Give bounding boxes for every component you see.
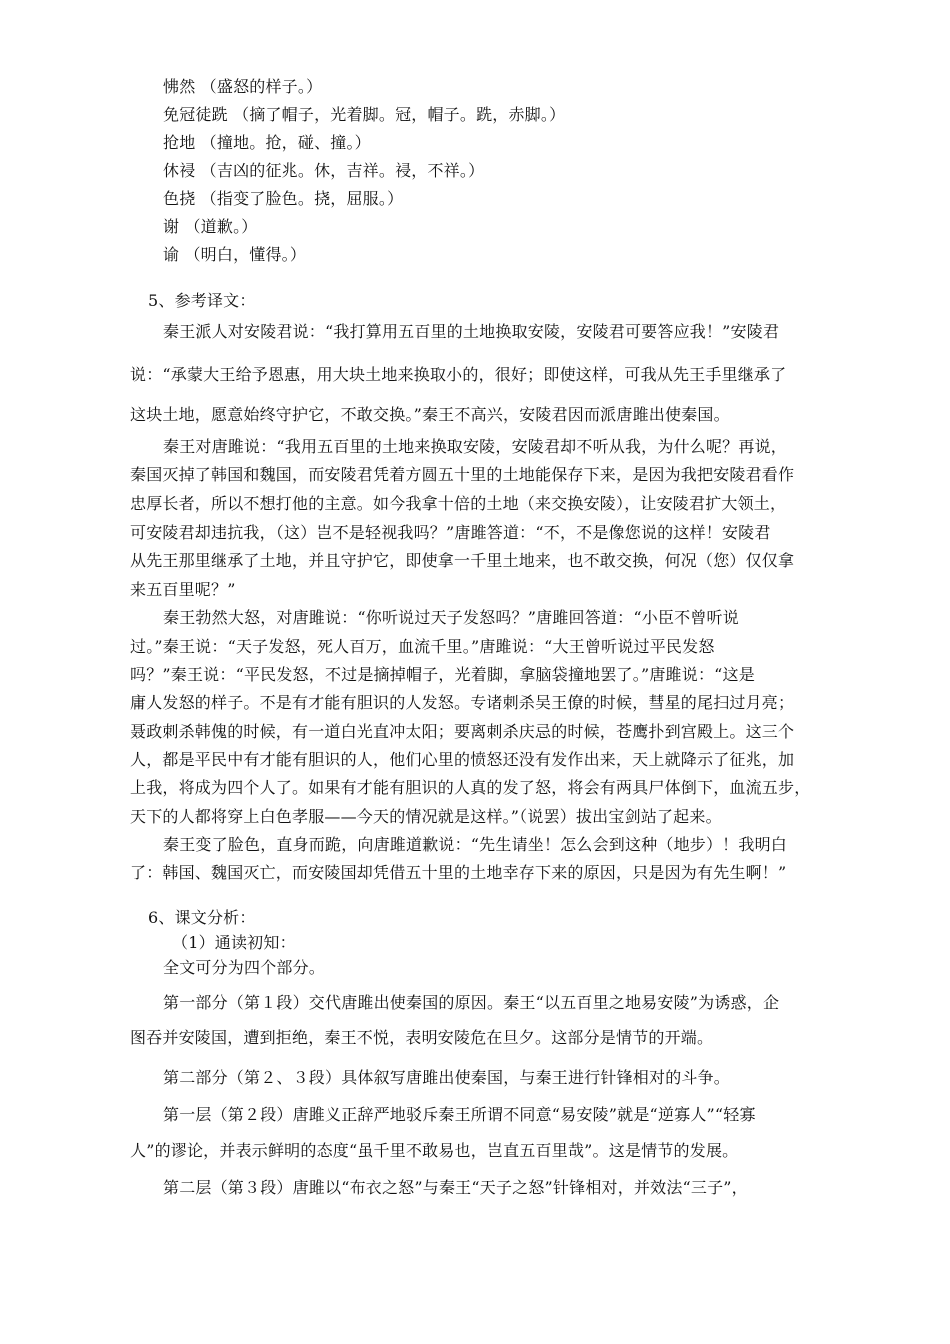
- paragraph-line: 秦王变了脸色，直身而跪，向唐雎道歉说：“先生请坐！怎么会到这种（地步）！我明白: [163, 835, 787, 854]
- section-heading: 6、课文分析：: [148, 908, 256, 927]
- paragraph-line: 从先王那里继承了土地，并且守护它，即使拿一千里土地来，也不敢交换，何况（您）仅仅拿: [130, 551, 795, 570]
- section-heading: 5、参考译文：: [148, 291, 256, 310]
- paragraph-line: 秦王勃然大怒，对唐雎说：“你听说过天子发怒吗？”唐雎回答道：“小臣不曾听说: [163, 608, 739, 627]
- paragraph-line: 第二部分（第２、３段）具体叙写唐雎出使秦国，与秦王进行针锋相对的斗争。: [163, 1068, 731, 1087]
- paragraph-line: 庸人发怒的样子。不是有才能有胆识的人发怒。专诸刺杀吴王僚的时候，彗星的尾扫过月亮；: [130, 693, 795, 712]
- gloss-entry: 免冠徒跣 （摘了帽子，光着脚。冠，帽子。跣，赤脚。）: [163, 105, 566, 124]
- gloss-entry: 休祲 （吉凶的征兆。休，吉祥。祲，不祥。）: [163, 161, 485, 180]
- paragraph-line: 人，都是平民中有才能有胆识的人，他们心里的愤怒还没有发作出来，天上就降示了征兆，加: [130, 750, 795, 769]
- paragraph-line: 过。”秦王说：“天子发怒，死人百万，血流千里。”唐雎说：“大王曾听说过平民发怒: [130, 637, 715, 656]
- paragraph-line: 来五百里呢？”: [130, 580, 236, 599]
- paragraph-line: 上我，将成为四个人了。如果有才能有胆识的人真的发了怒，将会有两具尸体倒下，血流五步，: [130, 778, 811, 797]
- paragraph-line: 吗？”秦王说：“平民发怒，不过是摘掉帽子，光着脚，拿脑袋撞地罢了。”唐雎说：“这是: [130, 665, 755, 684]
- paragraph-line: 秦王对唐雎说：“我用五百里的土地来换取安陵，安陵君却不听从我，为什么呢？再说，: [163, 437, 787, 456]
- gloss-entry: 怫然 （盛怒的样子。）: [163, 77, 323, 96]
- paragraph-line: 第二层（第３段）唐雎以“布衣之怒”与秦王“天子之怒”针锋相对，并效法“三子”，: [163, 1178, 748, 1197]
- paragraph-line: 秦国灭掉了韩国和魏国，而安陵君凭着方圆五十里的土地能保存下来，是因为我把安陵君看作: [130, 465, 795, 484]
- paragraph-line: 聂政刺杀韩傀的时候，有一道白光直冲太阳；要离刺杀庆忌的时候，苍鹰扑到宫殿上。这三个: [130, 722, 795, 741]
- gloss-entry: 色挠 （指变了脸色。挠，屈服。）: [163, 189, 404, 208]
- paragraph-line: 天下的人都将穿上白色孝服——今天的情况就是这样。”（说罢）拔出宝剑站了起来。: [130, 807, 722, 826]
- paragraph-line: 第一层（第２段）唐雎义正辞严地驳斥秦王所谓不同意“易安陵”就是“逆寡人”“轻寡: [163, 1105, 756, 1124]
- paragraph-line: 忠厚长者，所以不想打他的主意。如今我拿十倍的土地（来交换安陵），让安陵君扩大领土，: [130, 494, 787, 513]
- gloss-entry: 谕 （明白，懂得。）: [163, 245, 307, 264]
- paragraph-line: 了：韩国、魏国灭亡，而安陵国却凭借五十里的土地幸存下来的原因，只是因为有先生啊！”: [130, 863, 787, 882]
- paragraph-line: 人”的谬论，并表示鲜明的态度“虽千里不敢易也，岂直五百里哉”。这是情节的发展。: [130, 1141, 739, 1160]
- paragraph-line: 这块土地，愿意始终守护它，不敢交换。”秦王不高兴，安陵君因而派唐雎出使秦国。: [130, 405, 730, 424]
- paragraph-line: 图吞并安陵国，遭到拒绝，秦王不悦，表明安陵危在旦夕。这部分是情节的开端。: [130, 1028, 714, 1047]
- paragraph-line: 第一部分（第１段）交代唐雎出使秦国的原因。秦王“以五百里之地易安陵”为诱惑，企: [163, 993, 780, 1012]
- gloss-entry: 谢 （道歉。）: [163, 217, 258, 236]
- paragraph-line: 秦王派人对安陵君说：“我打算用五百里的土地换取安陵，安陵君可要答应我！”安陵君: [163, 322, 780, 341]
- gloss-entry: 抢地 （撞地。抢，碰、撞。）: [163, 133, 371, 152]
- subsection-heading: （1）通读初知：: [172, 933, 296, 952]
- paragraph-line: 说：“承蒙大王给予恩惠，用大块土地来换取小的，很好；即使这样，可我从先王手里继承了: [130, 365, 787, 384]
- paragraph-line: 全文可分为四个部分。: [163, 958, 326, 977]
- paragraph-line: 可安陵君却违抗我，（这）岂不是轻视我吗？”唐雎答道：“不，不是像您说的这样！安陵君: [130, 523, 771, 542]
